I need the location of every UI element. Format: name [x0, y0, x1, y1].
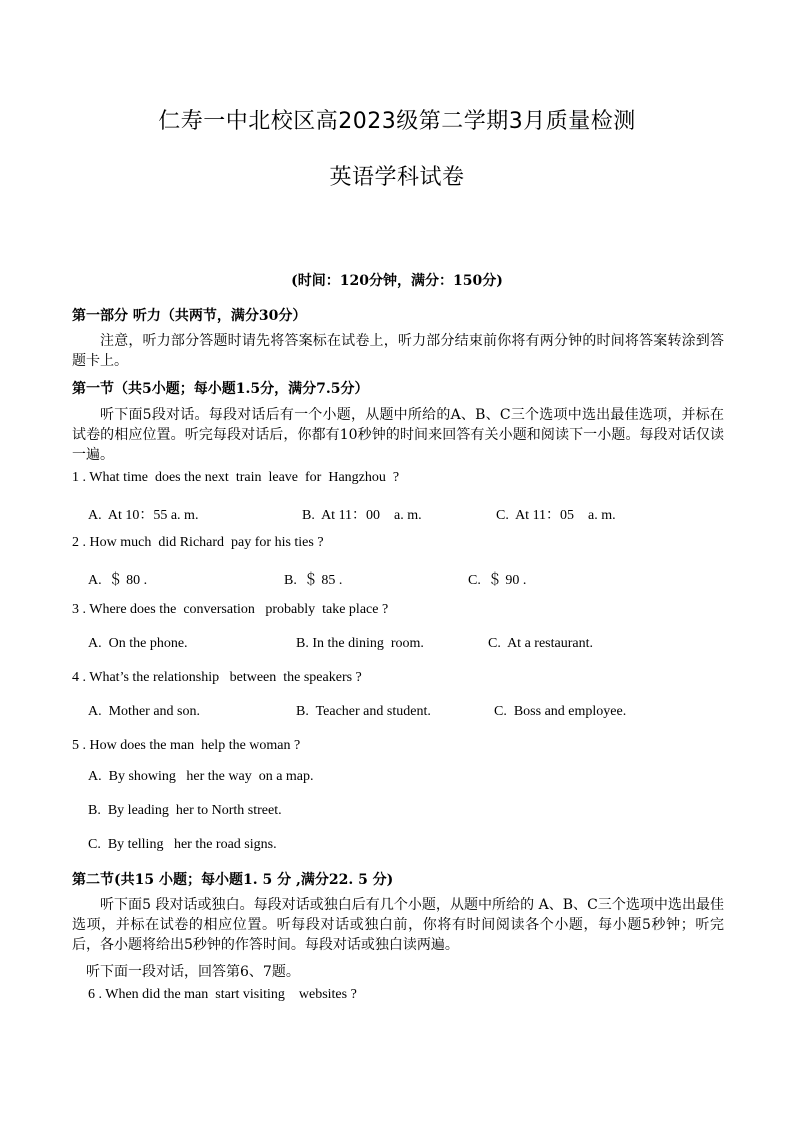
q3-option-c: C. At a restaurant. — [488, 636, 593, 651]
part1-note: 注意，听力部分答题时请先将答案标在试卷上，听力部分结束前你将有两分钟的时间将答案转涂到答题卡上。 — [72, 333, 724, 369]
q1-option-c: C. At 11：05 a. m. — [496, 508, 616, 523]
exam-title: 仁寿一中北校区高2023级第二学期3月质量检测 — [158, 109, 636, 134]
q2-option-c: C. ＄ 90 . — [468, 573, 527, 588]
q5-option-a: A. By showing her the way on a map. — [88, 769, 314, 784]
question-1: 1 . What time does the next train leave for Hangzhou ? — [72, 470, 400, 485]
q1-option-b: B. At 11：00 a. m. — [302, 508, 422, 523]
q5-option-c: C. By telling her the road signs. — [88, 837, 277, 852]
question-6: 6 . When did the man start visiting websites ? — [88, 987, 357, 1002]
section2-instructions: 听下面5 段对话或独白。每段对话或独白后有几个小题，从题中所给的 A、B、C三个选项中选出最佳选项，并标在试卷的相应位置。听每段对话或独白前，你将有时间阅读各个小题，每小题5秒钟；听完后，各小题将给出5秒钟的作答时间。每段对话或独白读两遍。 — [72, 897, 724, 953]
q3-option-b: B. In the dining room. — [296, 636, 424, 651]
q3-option-a: A. On the phone. — [88, 636, 188, 651]
q2-option-b: B. ＄ 85 . — [284, 573, 343, 588]
q4-option-a: A. Mother and son. — [88, 704, 200, 719]
q4-option-b: B. Teacher and student. — [296, 704, 431, 719]
question-3: 3 . Where does the conversation probably take place ? — [72, 602, 389, 617]
section2-lead: 听下面一段对话，回答第6、7题。 — [86, 964, 300, 980]
q5-option-b: B. By leading her to North street. — [88, 803, 282, 818]
section2-heading: 第二节(共15 小题；每小题1. 5 分 ,满分22. 5 分) — [72, 872, 394, 888]
exam-subtitle: 英语学科试卷 — [329, 165, 465, 190]
exam-info: (时间：120分钟，满分：150分) — [291, 273, 503, 289]
q4-option-c: C. Boss and employee. — [494, 704, 627, 719]
question-2: 2 . How much did Richard pay for his ties ? — [72, 535, 324, 550]
section1-instructions: 听下面5段对话。每段对话后有一个小题，从题中所给的A、B、C三个选项中选出最佳选项，并标在试卷的相应位置。听完每段对话后，你都有10秒钟的时间来回答有关小题和阅读下一小题。每段对话仅读一遍。 — [72, 407, 724, 463]
q1-option-a: A. At 10：55 a. m. — [88, 508, 199, 523]
part1-heading: 第一部分 听力（共两节，满分30分） — [72, 308, 307, 324]
question-4: 4 . What’s the relationship between the speakers ? — [72, 670, 362, 685]
section1-heading: 第一节（共5小题；每小题1.5分，满分7.5分） — [72, 381, 369, 397]
question-5: 5 . How does the man help the woman ? — [72, 738, 301, 753]
q2-option-a: A. ＄ 80 . — [88, 573, 148, 588]
